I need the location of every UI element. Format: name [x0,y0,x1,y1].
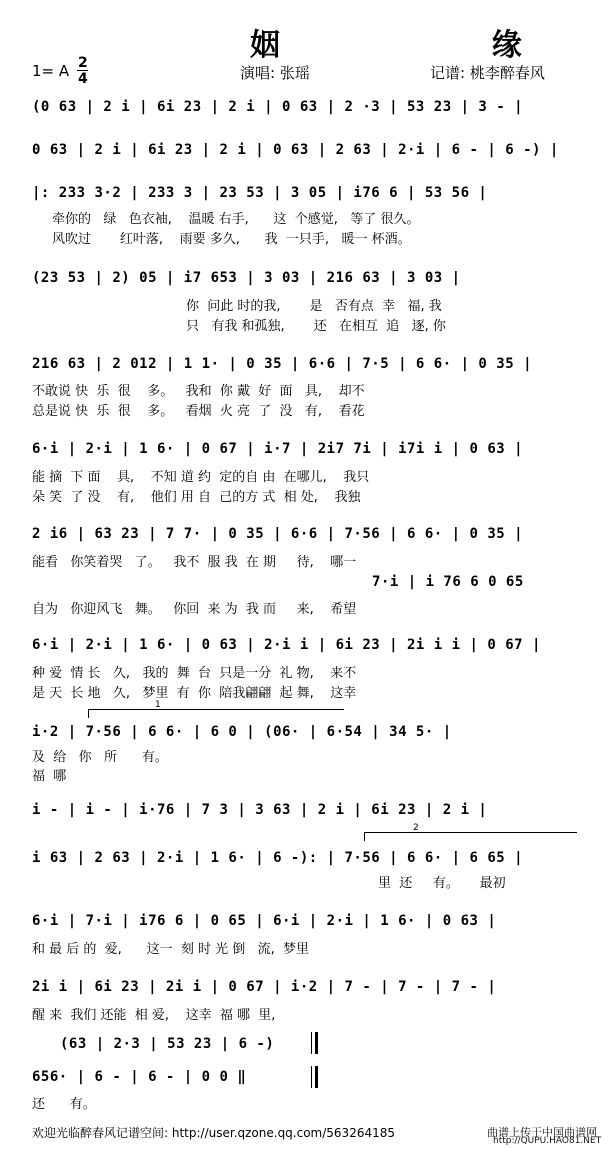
notation-row-13: 2i i | 6i 23 | 2i i | 0 67 | i·2 | 7 - | 7 - | 7 - | [32,979,497,995]
notation-row-7: 2 i6 | 63 23 | 7 7· | 0 35 | 6·6 | 7·56 | 6 6· | 0 35 | [32,526,524,542]
notation-row-6: 6·i | 2·i | 1 6· | 0 67 | i·7 | 2i7 7i | i7i i | 0 63 | [32,441,524,457]
lyric-row-4a: 你 问此 时的我, 是 否有点 幸 福, 我 [186,299,442,314]
notation-row-1: (0 63 | 2 i | 6i 23 | 2 i | 0 63 | 2 ·3 | 53 23 | 3 - | [32,99,524,115]
second-ending-number: 2 [413,823,419,833]
watermark-line-2: http://QUPU.HAO81.NET [493,1136,602,1146]
notation-row-2: 0 63 | 2 i | 6i 23 | 2 i | 0 63 | 2 63 | 2·i | 6 - | 6 -) | [32,142,559,158]
notation-row-4: (23 53 | 2) 05 | i7 653 | 3 03 | 216 63 | 3 03 | [32,270,461,286]
first-ending-number: 1 [155,700,161,710]
key-signature: 1= A [32,62,70,80]
notation-row-7-alt: 7·i | i 76 6 0 65 [372,574,524,590]
lyric-row-3a: 牵你的 绿 色衣袖, 温暖 右手, 这 个感觉, 等了 很久。 [52,212,420,227]
notation-row-8: 6·i | 2·i | 1 6· | 0 63 | 2·i i | 6i 23 | 2i i i | 0 67 | [32,637,541,653]
first-ending-bracket [88,700,344,718]
notation-row-9: i·2 | 7·56 | 6 6· | 6 0 | (06· | 6·54 | 34 5· | [32,724,452,740]
lyric-row-8a: 种 爱 情 长 久, 我的 舞 台 只是一分 礼 物, 来不 [32,666,357,681]
watermark-line-1: 曲谱上传于中国曲谱网 [487,1126,597,1139]
time-signature-bottom: 4 [78,71,88,87]
lyric-row-9a: 及 给 你 所 有。 [32,750,168,765]
lyric-row-4b: 只 有我 和孤独, 还 在相互 追 逐, 你 [186,319,446,334]
barline [311,1066,312,1088]
notation-row-3: |: 233 3·2 | 233 3 | 23 53 | 3 05 | i76 6 | 53 56 | [32,185,488,201]
transcriber-credit: 记谱: 桃李醉春风 [430,64,545,82]
lyric-row-15a: 还 有。 [32,1097,96,1112]
watermark-stamp [487,1124,611,1148]
notation-row-12: 6·i | 7·i | i76 6 | 0 65 | 6·i | 2·i | 1 6· | 0 63 | [32,913,497,929]
lyric-row-7b: 自为 你迎风飞 舞。 你回 来 为 我 而 来, 希望 [32,602,357,617]
notation-row-10: i - | i - | i·76 | 7 3 | 3 63 | 2 i | 6i 23 | 2 i | [32,802,488,818]
lyric-row-11a: 里 还 有。 最初 [378,876,506,891]
second-ending-bracket [364,823,577,841]
footer-link-text: 欢迎光临醉春风记谱空间: http://user.qzone.qq.com/563264185 [32,1126,396,1140]
singer-credit: 演唱: 张瑶 [240,64,310,82]
lyric-row-13a: 醒 来 我们 还能 相 爱, 这幸 福 哪 里, [32,1008,276,1023]
lyric-row-7a: 能看 你笑着哭 了。 我不 服 我 在 期 待, 哪一 [32,555,357,570]
final-barline [315,1066,318,1088]
song-title: 姻 缘 [250,28,556,63]
lyric-row-6a: 能 摘 下 面 具, 不知 道 约 定的自 由 在哪儿, 我只 [32,470,370,485]
notation-row-15: 656· | 6 - | 6 - | 0 0 ‖ [32,1069,247,1085]
final-barline [315,1032,318,1054]
lyric-row-3b: 风吹过 红叶落, 雨要 多久, 我 一只手, 暖一 杯酒。 [52,232,411,247]
notation-row-5: 216 63 | 2 012 | 1 1· | 0 35 | 6·6 | 7·5 | 6 6· | 0 35 | [32,356,533,372]
notation-row-14: (63 | 2·3 | 53 23 | 6 -) [60,1036,275,1052]
notation-row-11: i 63 | 2 63 | 2·i | 1 6· | 6 -): | 7·56 | 6 6· | 6 65 | [32,850,524,866]
time-signature-top: 2 [78,55,88,71]
lyric-row-5a: 不敢说 快 乐 很 多。 我和 你 戴 好 面 具, 却不 [32,384,365,399]
lyric-row-5b: 总是说 快 乐 很 多。 看烟 火 亮 了 没 有, 看花 [32,404,365,419]
barline [311,1032,312,1054]
lyric-row-8b: 是 天 长 地 久, 梦里 有 你 陪我翩翩 起 舞, 这幸 [32,686,357,701]
lyric-row-12a: 和 最 后 的 爱, 这一 刻 时 光 倒 流, 梦里 [32,942,310,957]
lyric-row-6b: 朵 笑 了 没 有, 他们 用 自 己的方 式 相 处, 我独 [32,490,361,505]
lyric-row-9b: 福 哪 [32,769,67,784]
